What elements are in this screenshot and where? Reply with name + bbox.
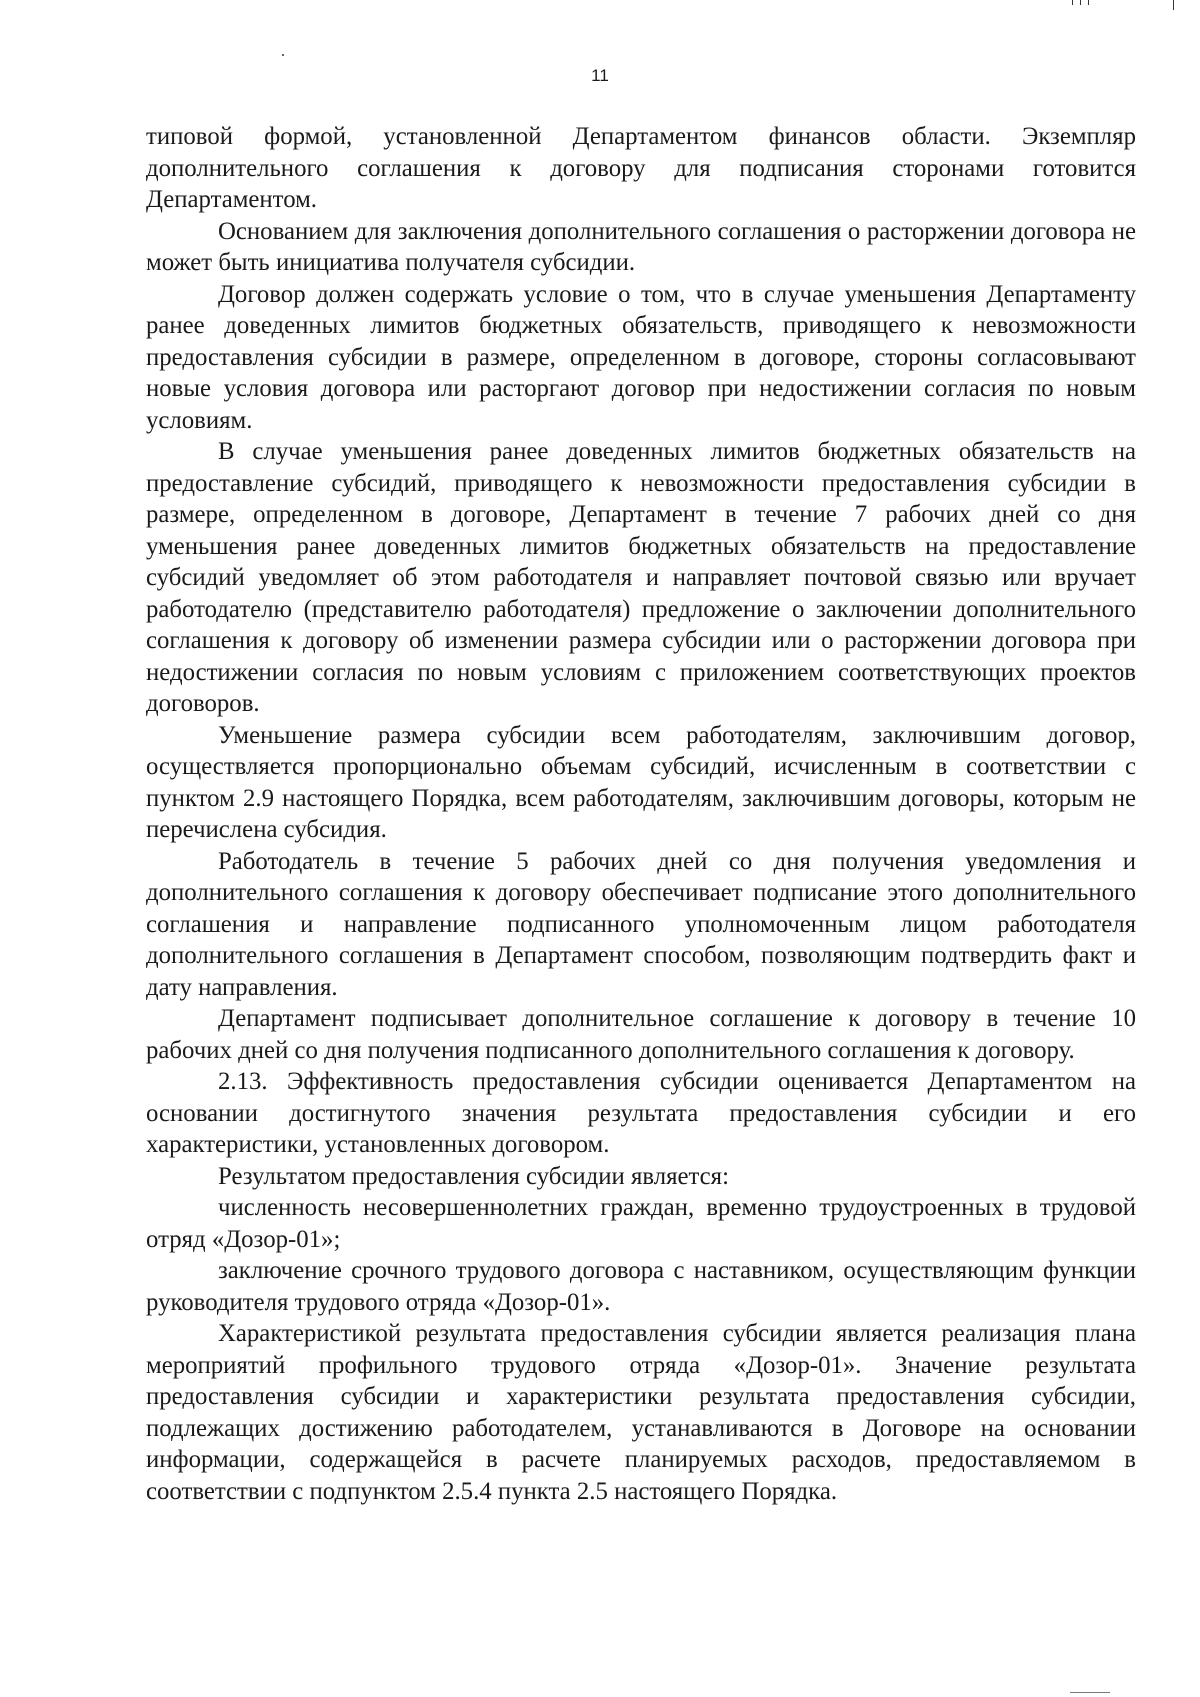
paragraph: Результатом предоставления субсидии является: bbox=[218, 1162, 729, 1190]
page-number: 11 bbox=[591, 66, 609, 85]
list-item: заключение срочного трудового договора с наставником, осуществляющим функции руководителя трудового отряда «Дозор-01». bbox=[146, 1257, 1136, 1316]
paragraph: Уменьшение размера субсидии всем работодателям, заключившим договор, осуществляется пропорционально объемам субсидий, исчисленным в соответствии с пунктом 2.9 настоящего Порядка, всем работодателям, заключившим договоры, которым не перечислена субсидия. bbox=[146, 721, 1136, 843]
paragraph: типовой формой, установленной Департаментом финансов области. Экземпляр дополнительного соглашения к договору для подписания сторонами готовится Департаментом. bbox=[146, 123, 1136, 213]
section-paragraph: 2.13. Эффективность предоставления субсидии оценивается Департаментом на основании достигнутого значения результата предоставления субсидии и его характеристики, установленных договором. bbox=[146, 1068, 1136, 1158]
paragraph: Договор должен содержать условие о том, что в случае уменьшения Департаменту ранее доведенных лимитов бюджетных обязательств, приводящего к невозможности предоставления субсидии в размере, определенном в договоре, стороны согласовывают новые условия договора или расторгают договор при недостижении согласия по новым условиям. bbox=[146, 280, 1136, 434]
list-item: численность несовершеннолетних граждан, временно трудоустроенных в трудовой отряд «Дозор-01»; bbox=[146, 1194, 1136, 1253]
paragraph: В случае уменьшения ранее доведенных лимитов бюджетных обязательств на предоставление субсидий, приводящего к невозможности предоставления субсидии в размере, определенном в договоре, Департамент в течение 7 рабочих дней со дня уменьшения ранее доведенных лимитов бюджетных обязательств на предоставление субсидий уведомляет об этом работодателя и направляет почтовой связью или вручает работодателю (представителю работодателя) предложение о заключении дополнительного соглашения к договору об изменении размера субсидии или о расторжении договора при недостижении согласия по новым условиям с приложением соответствующих проектов договоров. bbox=[146, 438, 1136, 717]
scan-artifact bbox=[1072, 0, 1073, 5]
scan-artifact bbox=[282, 54, 284, 56]
document-body bbox=[146, 121, 1136, 1507]
scan-artifact bbox=[1173, 0, 1174, 10]
paragraph: Основанием для заключения дополнительного соглашения о расторжении договора не может быть инициатива получателя субсидии. bbox=[146, 217, 1136, 276]
paragraph: Работодатель в течение 5 рабочих дней со дня получения уведомления и дополнительного соглашения к договору обеспечивает подписание этого дополнительного соглашения и направление подписанного уполномоченным лицом работодателя дополнительного соглашения в Департамент способом, позволяющим подтвердить факт и дату направления. bbox=[146, 847, 1136, 1001]
scan-artifact bbox=[1070, 1692, 1110, 1693]
scan-artifact bbox=[1088, 0, 1089, 5]
scan-artifact bbox=[1080, 0, 1081, 5]
paragraph: Департамент подписывает дополнительное соглашение к договору в течение 10 рабочих дней со дня получения подписанного дополнительного соглашения к договору. bbox=[146, 1005, 1136, 1064]
paragraph: Характеристикой результата предоставления субсидии является реализация плана мероприятий профильного трудового отряда «Дозор-01». Значение результата предоставления субсидии и характеристики результата предоставления субсидии, подлежащих достижению работодателем, устанавливаются в Договоре на основании информации, содержащейся в расчете планируемых расходов, предоставляемом в соответствии с подпунктом 2.5.4 пункта 2.5 настоящего Порядка. bbox=[146, 1320, 1136, 1505]
